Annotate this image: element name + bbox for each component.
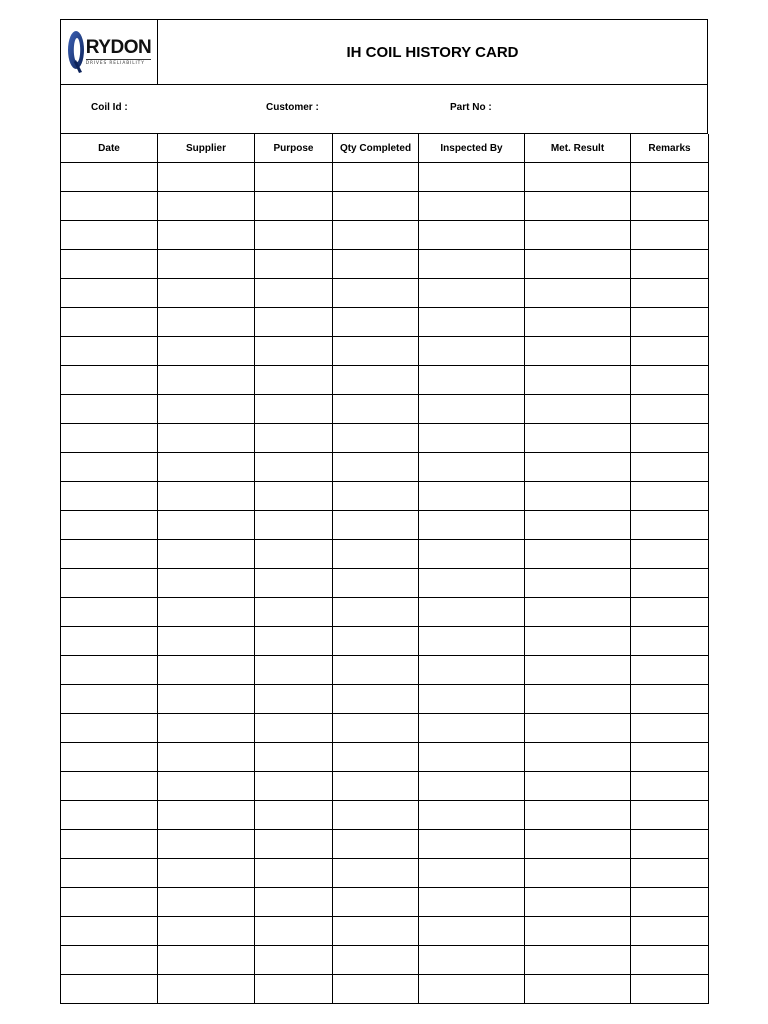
logo-tagline: DRIVES RELIABILITY [86, 59, 151, 66]
table-cell[interactable] [61, 250, 158, 279]
table-cell[interactable] [255, 917, 333, 946]
table-cell[interactable] [631, 975, 709, 1004]
table-cell[interactable] [158, 337, 255, 366]
table-cell[interactable] [158, 946, 255, 975]
table-cell[interactable] [333, 975, 419, 1004]
table-cell[interactable] [419, 598, 525, 627]
table-row [61, 946, 709, 975]
table-row [61, 250, 709, 279]
table-cell[interactable] [525, 859, 631, 888]
table-cell[interactable] [419, 917, 525, 946]
table-cell[interactable] [333, 366, 419, 395]
table-cell[interactable] [255, 888, 333, 917]
table-cell[interactable] [158, 250, 255, 279]
table-cell[interactable] [255, 395, 333, 424]
table-cell[interactable] [419, 975, 525, 1004]
table-cell[interactable] [419, 395, 525, 424]
table-cell[interactable] [255, 598, 333, 627]
table-cell[interactable] [525, 714, 631, 743]
table-cell[interactable] [333, 946, 419, 975]
table-cell[interactable] [61, 279, 158, 308]
table-cell[interactable] [525, 540, 631, 569]
table-cell[interactable] [419, 192, 525, 221]
table-cell[interactable] [631, 453, 709, 482]
logo-mark-icon [67, 30, 85, 74]
table-cell[interactable] [525, 946, 631, 975]
table-cell[interactable] [419, 250, 525, 279]
table-cell[interactable] [333, 221, 419, 250]
table-cell[interactable] [333, 859, 419, 888]
table-cell[interactable] [158, 627, 255, 656]
table-cell[interactable] [61, 366, 158, 395]
table-row [61, 598, 709, 627]
table-cell[interactable] [61, 511, 158, 540]
table-cell[interactable] [61, 569, 158, 598]
table-row [61, 569, 709, 598]
table-cell[interactable] [158, 656, 255, 685]
table-row [61, 337, 709, 366]
table-cell[interactable] [631, 540, 709, 569]
table-cell[interactable] [255, 859, 333, 888]
table-cell[interactable] [333, 511, 419, 540]
table-cell[interactable] [61, 308, 158, 337]
table-cell[interactable] [333, 308, 419, 337]
table-cell[interactable] [61, 337, 158, 366]
table-cell[interactable] [333, 917, 419, 946]
table-cell[interactable] [255, 656, 333, 685]
table-cell[interactable] [255, 627, 333, 656]
table-cell[interactable] [525, 482, 631, 511]
table-cell[interactable] [525, 888, 631, 917]
table-cell[interactable] [631, 395, 709, 424]
table-cell[interactable] [61, 482, 158, 511]
table-cell[interactable] [255, 221, 333, 250]
table-cell[interactable] [61, 627, 158, 656]
table-cell[interactable] [631, 163, 709, 192]
table-body [61, 163, 709, 1004]
part-no-label: Part No : [450, 102, 492, 113]
table-cell[interactable] [631, 656, 709, 685]
table-cell[interactable] [158, 511, 255, 540]
table-cell[interactable] [255, 163, 333, 192]
table-cell[interactable] [525, 598, 631, 627]
table-cell[interactable] [419, 453, 525, 482]
table-cell[interactable] [333, 192, 419, 221]
table-cell[interactable] [255, 308, 333, 337]
table-row [61, 279, 709, 308]
table-cell[interactable] [419, 656, 525, 685]
table-cell[interactable] [333, 627, 419, 656]
table-cell[interactable] [333, 482, 419, 511]
table-cell[interactable] [61, 163, 158, 192]
table-cell[interactable] [255, 685, 333, 714]
table-cell[interactable] [158, 975, 255, 1004]
table-cell[interactable] [333, 250, 419, 279]
table-cell[interactable] [631, 743, 709, 772]
column-header-supplier: Supplier [158, 134, 255, 163]
table-cell[interactable] [631, 308, 709, 337]
table-cell[interactable] [333, 424, 419, 453]
table-cell[interactable] [333, 569, 419, 598]
table-cell[interactable] [61, 859, 158, 888]
table-cell[interactable] [525, 772, 631, 801]
table-cell[interactable] [419, 888, 525, 917]
table-cell[interactable] [158, 221, 255, 250]
table-cell[interactable] [631, 627, 709, 656]
table-cell[interactable] [525, 569, 631, 598]
table-row [61, 888, 709, 917]
table-cell[interactable] [631, 192, 709, 221]
table-cell[interactable] [158, 366, 255, 395]
table-cell[interactable] [158, 453, 255, 482]
table-cell[interactable] [525, 975, 631, 1004]
table-cell[interactable] [631, 859, 709, 888]
table-cell[interactable] [255, 772, 333, 801]
table-cell[interactable] [61, 975, 158, 1004]
column-header-qty-completed: Qty Completed [333, 134, 419, 163]
table-cell[interactable] [61, 801, 158, 830]
table-cell[interactable] [525, 192, 631, 221]
table-cell[interactable] [525, 221, 631, 250]
table-cell[interactable] [255, 743, 333, 772]
table-cell[interactable] [525, 395, 631, 424]
table-cell[interactable] [419, 627, 525, 656]
table-cell[interactable] [61, 685, 158, 714]
table-cell[interactable] [61, 830, 158, 859]
logo-cell [61, 20, 158, 84]
table-cell[interactable] [61, 395, 158, 424]
table-cell[interactable] [631, 772, 709, 801]
table-cell[interactable] [158, 308, 255, 337]
table-cell[interactable] [333, 801, 419, 830]
table-cell[interactable] [631, 424, 709, 453]
table-cell[interactable] [61, 424, 158, 453]
column-header-inspected-by: Inspected By [419, 134, 525, 163]
table-cell[interactable] [631, 917, 709, 946]
table-cell[interactable] [158, 859, 255, 888]
table-row [61, 685, 709, 714]
table-row [61, 192, 709, 221]
table-cell[interactable] [158, 714, 255, 743]
table-cell[interactable] [631, 801, 709, 830]
table-cell[interactable] [419, 511, 525, 540]
company-logo [67, 30, 151, 74]
table-cell[interactable] [61, 714, 158, 743]
table-cell[interactable] [333, 163, 419, 192]
table-cell[interactable] [525, 424, 631, 453]
table-cell[interactable] [631, 221, 709, 250]
table-row [61, 656, 709, 685]
table-row [61, 395, 709, 424]
table-cell[interactable] [255, 714, 333, 743]
table-cell[interactable] [631, 830, 709, 859]
table-cell[interactable] [525, 337, 631, 366]
table-cell[interactable] [61, 743, 158, 772]
table-cell[interactable] [61, 598, 158, 627]
table-cell[interactable] [631, 714, 709, 743]
table-cell[interactable] [255, 192, 333, 221]
table-cell[interactable] [255, 424, 333, 453]
table-cell[interactable] [419, 337, 525, 366]
table-cell[interactable] [525, 627, 631, 656]
card-header [60, 19, 708, 85]
table-cell[interactable] [158, 598, 255, 627]
table-cell[interactable] [525, 801, 631, 830]
table-cell[interactable] [255, 801, 333, 830]
table-cell[interactable] [158, 772, 255, 801]
table-cell[interactable] [333, 888, 419, 917]
table-cell[interactable] [158, 569, 255, 598]
table-row [61, 221, 709, 250]
table-cell[interactable] [419, 743, 525, 772]
table-cell[interactable] [158, 192, 255, 221]
table-cell[interactable] [61, 540, 158, 569]
table-cell[interactable] [419, 685, 525, 714]
table-row [61, 830, 709, 859]
table-cell[interactable] [525, 830, 631, 859]
table-cell[interactable] [631, 279, 709, 308]
table-cell[interactable] [419, 366, 525, 395]
table-cell[interactable] [61, 772, 158, 801]
history-card-sheet [60, 19, 708, 1004]
table-cell[interactable] [158, 279, 255, 308]
table-row [61, 511, 709, 540]
table-cell[interactable] [333, 598, 419, 627]
table-cell[interactable] [419, 163, 525, 192]
table-cell[interactable] [631, 366, 709, 395]
table-cell[interactable] [525, 366, 631, 395]
table-cell[interactable] [158, 163, 255, 192]
table-cell[interactable] [419, 801, 525, 830]
table-cell[interactable] [419, 221, 525, 250]
table-row [61, 308, 709, 337]
table-cell[interactable] [333, 685, 419, 714]
table-cell[interactable] [419, 830, 525, 859]
table-row [61, 453, 709, 482]
table-cell[interactable] [255, 366, 333, 395]
table-row [61, 975, 709, 1004]
table-cell[interactable] [631, 569, 709, 598]
table-cell[interactable] [255, 540, 333, 569]
customer-label: Customer : [266, 102, 319, 113]
logo-brand-text: RYDON [85, 37, 152, 58]
table-cell[interactable] [255, 946, 333, 975]
table-cell[interactable] [61, 221, 158, 250]
table-cell[interactable] [255, 830, 333, 859]
table-cell[interactable] [255, 337, 333, 366]
history-table [60, 134, 709, 1004]
table-cell[interactable] [255, 569, 333, 598]
table-cell[interactable] [525, 511, 631, 540]
table-cell[interactable] [419, 424, 525, 453]
table-row [61, 743, 709, 772]
table-row [61, 859, 709, 888]
table-row [61, 424, 709, 453]
table-row [61, 163, 709, 192]
table-row [61, 714, 709, 743]
column-header-remarks: Remarks [631, 134, 709, 163]
table-cell[interactable] [61, 453, 158, 482]
table-cell[interactable] [419, 569, 525, 598]
table-cell[interactable] [419, 714, 525, 743]
table-cell[interactable] [419, 946, 525, 975]
table-cell[interactable] [158, 917, 255, 946]
table-cell[interactable] [525, 453, 631, 482]
table-cell[interactable] [158, 888, 255, 917]
table-cell[interactable] [158, 424, 255, 453]
table-cell[interactable] [631, 482, 709, 511]
table-cell[interactable] [631, 250, 709, 279]
table-cell[interactable] [61, 656, 158, 685]
table-cell[interactable] [333, 830, 419, 859]
table-cell[interactable] [333, 395, 419, 424]
table-cell[interactable] [158, 395, 255, 424]
table-cell[interactable] [255, 250, 333, 279]
table-row [61, 917, 709, 946]
page-title: IH COIL HISTORY CARD [346, 43, 519, 61]
table-cell[interactable] [61, 888, 158, 917]
table-cell[interactable] [419, 308, 525, 337]
table-cell[interactable] [158, 801, 255, 830]
table-cell[interactable] [61, 192, 158, 221]
table-cell[interactable] [631, 888, 709, 917]
table-row [61, 772, 709, 801]
table-cell[interactable] [631, 946, 709, 975]
table-cell[interactable] [525, 279, 631, 308]
table-cell[interactable] [255, 279, 333, 308]
table-cell[interactable] [419, 540, 525, 569]
table-cell[interactable] [525, 743, 631, 772]
table-row [61, 482, 709, 511]
table-cell[interactable] [158, 685, 255, 714]
table-cell[interactable] [255, 453, 333, 482]
table-cell[interactable] [61, 917, 158, 946]
table-cell[interactable] [158, 743, 255, 772]
column-header-purpose: Purpose [255, 134, 333, 163]
table-cell[interactable] [158, 482, 255, 511]
table-cell[interactable] [333, 714, 419, 743]
column-header-date: Date [61, 134, 158, 163]
table-cell[interactable] [333, 279, 419, 308]
table-cell[interactable] [631, 598, 709, 627]
table-row [61, 801, 709, 830]
table-cell[interactable] [255, 482, 333, 511]
table-cell[interactable] [333, 453, 419, 482]
table-cell[interactable] [631, 685, 709, 714]
table-cell[interactable] [333, 540, 419, 569]
coil-id-label: Coil Id : [91, 102, 128, 113]
table-cell[interactable] [525, 685, 631, 714]
table-cell[interactable] [631, 337, 709, 366]
table-cell[interactable] [255, 975, 333, 1004]
table-cell[interactable] [61, 946, 158, 975]
table-cell[interactable] [158, 830, 255, 859]
table-cell[interactable] [333, 743, 419, 772]
table-cell[interactable] [419, 279, 525, 308]
table-cell[interactable] [419, 859, 525, 888]
table-header-row [61, 134, 709, 163]
table-cell[interactable] [158, 540, 255, 569]
table-cell[interactable] [525, 250, 631, 279]
table-row [61, 540, 709, 569]
table-cell[interactable] [419, 772, 525, 801]
table-cell[interactable] [525, 656, 631, 685]
table-row [61, 627, 709, 656]
table-cell[interactable] [333, 656, 419, 685]
table-row [61, 366, 709, 395]
table-cell[interactable] [631, 511, 709, 540]
table-cell[interactable] [333, 337, 419, 366]
table-cell[interactable] [525, 163, 631, 192]
table-cell[interactable] [333, 772, 419, 801]
coil-info-row [60, 85, 708, 134]
table-cell[interactable] [525, 917, 631, 946]
table-cell[interactable] [525, 308, 631, 337]
table-cell[interactable] [255, 511, 333, 540]
column-header-met-result: Met. Result [525, 134, 631, 163]
table-cell[interactable] [419, 482, 525, 511]
